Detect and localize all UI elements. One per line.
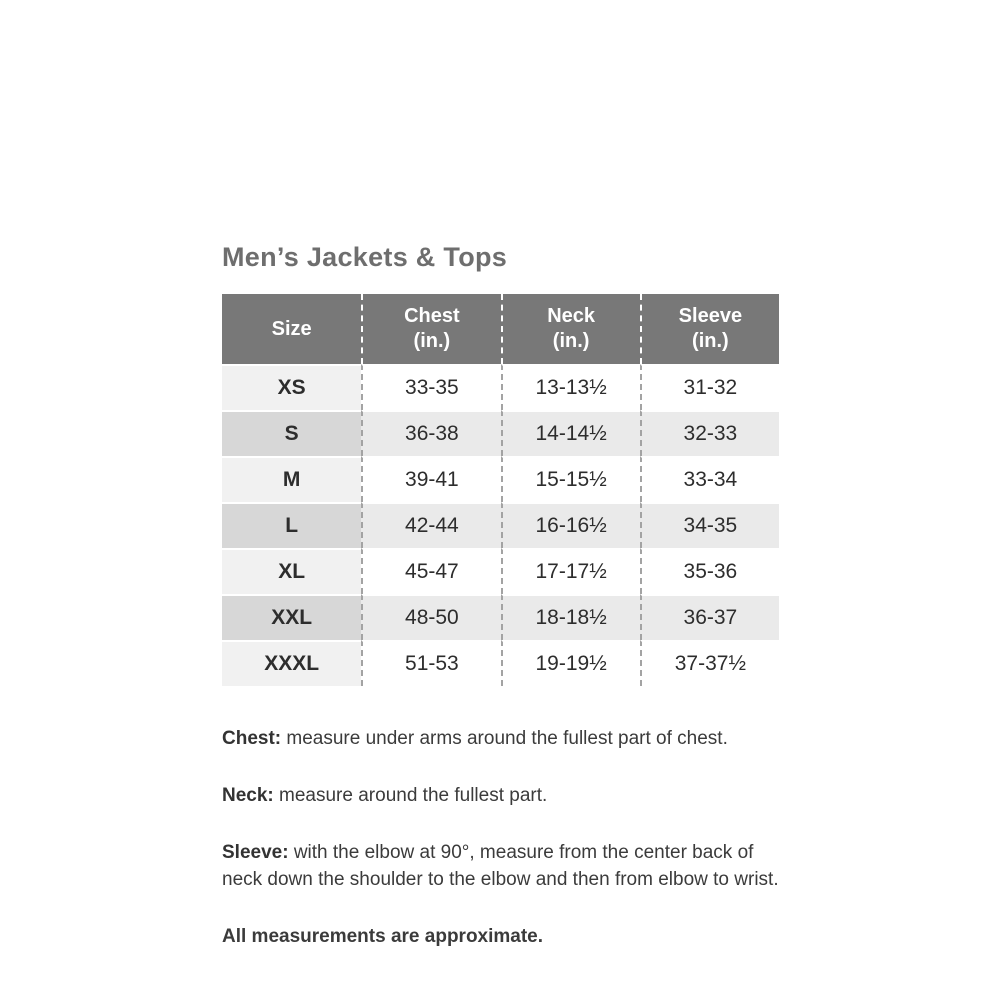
cell-size: XS: [222, 364, 361, 410]
size-table: [222, 294, 779, 686]
table-row: [222, 364, 779, 410]
page-title: Men’s Jackets & Tops: [222, 242, 508, 272]
cell-sleeve: 37-37½: [640, 640, 779, 686]
cell-neck: 19-19½: [501, 640, 640, 686]
cell-size: L: [222, 502, 361, 548]
column-label: Chest: [404, 305, 460, 327]
note-chest-text: measure under arms around the fullest part of chest.: [281, 728, 728, 749]
table-row: [222, 548, 779, 594]
cell-size: XXL: [222, 594, 361, 640]
column-header-chest: [361, 294, 500, 364]
cell-size: M: [222, 456, 361, 502]
note-chest-label: Chest:: [222, 728, 282, 749]
header-row: [222, 294, 779, 364]
cell-sleeve: 33-34: [640, 456, 779, 502]
cell-sleeve: 36-37: [640, 594, 779, 640]
cell-sleeve: 32-33: [640, 410, 779, 456]
note-neck-text: measure around the fullest part.: [273, 785, 548, 806]
cell-sleeve: 34-35: [640, 502, 779, 548]
column-unit: (in.): [552, 330, 590, 352]
table-row: [222, 456, 779, 502]
note-sleeve-text: with the elbow at 90°, measure from the center back of neck down the shoulder to the elbow and then from elbow to wrist.: [222, 842, 779, 890]
cell-sleeve: 35-36: [640, 548, 779, 594]
footer-note: All measurements are approximate.: [222, 926, 544, 947]
cell-chest: 51-53: [361, 640, 500, 686]
column-header-size: [222, 294, 361, 364]
note-chest: [222, 725, 779, 752]
cell-neck: 16-16½: [501, 502, 640, 548]
cell-neck: 13-13½: [501, 364, 640, 410]
cell-neck: 14-14½: [501, 410, 640, 456]
cell-chest: 48-50: [361, 594, 500, 640]
cell-sleeve: 31-32: [640, 364, 779, 410]
note-sleeve-label: Sleeve:: [222, 842, 289, 863]
table-row: [222, 640, 779, 686]
note-sleeve: [222, 839, 779, 893]
size-table-body: [222, 364, 779, 686]
table-row: [222, 410, 779, 456]
cell-size: XXXL: [222, 640, 361, 686]
column-unit: (in.): [692, 330, 729, 352]
column-label: Sleeve: [678, 305, 743, 327]
table-row: [222, 502, 779, 548]
cell-neck: 17-17½: [501, 548, 640, 594]
cell-size: XL: [222, 548, 361, 594]
column-label: Neck: [547, 305, 596, 327]
column-header-neck: [501, 294, 640, 364]
measurement-notes: [222, 725, 779, 950]
size-table-header: [222, 294, 779, 364]
column-header-sleeve: [640, 294, 779, 364]
note-neck: [222, 782, 779, 809]
column-label: Size: [271, 317, 312, 340]
cell-neck: 18-18½: [501, 594, 640, 640]
cell-chest: 33-35: [361, 364, 500, 410]
column-unit: (in.): [413, 330, 451, 352]
cell-chest: 42-44: [361, 502, 500, 548]
note-neck-label: Neck:: [222, 785, 274, 806]
cell-neck: 15-15½: [501, 456, 640, 502]
size-chart-content: [222, 242, 779, 950]
cell-chest: 36-38: [361, 410, 500, 456]
cell-chest: 45-47: [361, 548, 500, 594]
cell-size: S: [222, 410, 361, 456]
table-row: [222, 594, 779, 640]
cell-chest: 39-41: [361, 456, 500, 502]
